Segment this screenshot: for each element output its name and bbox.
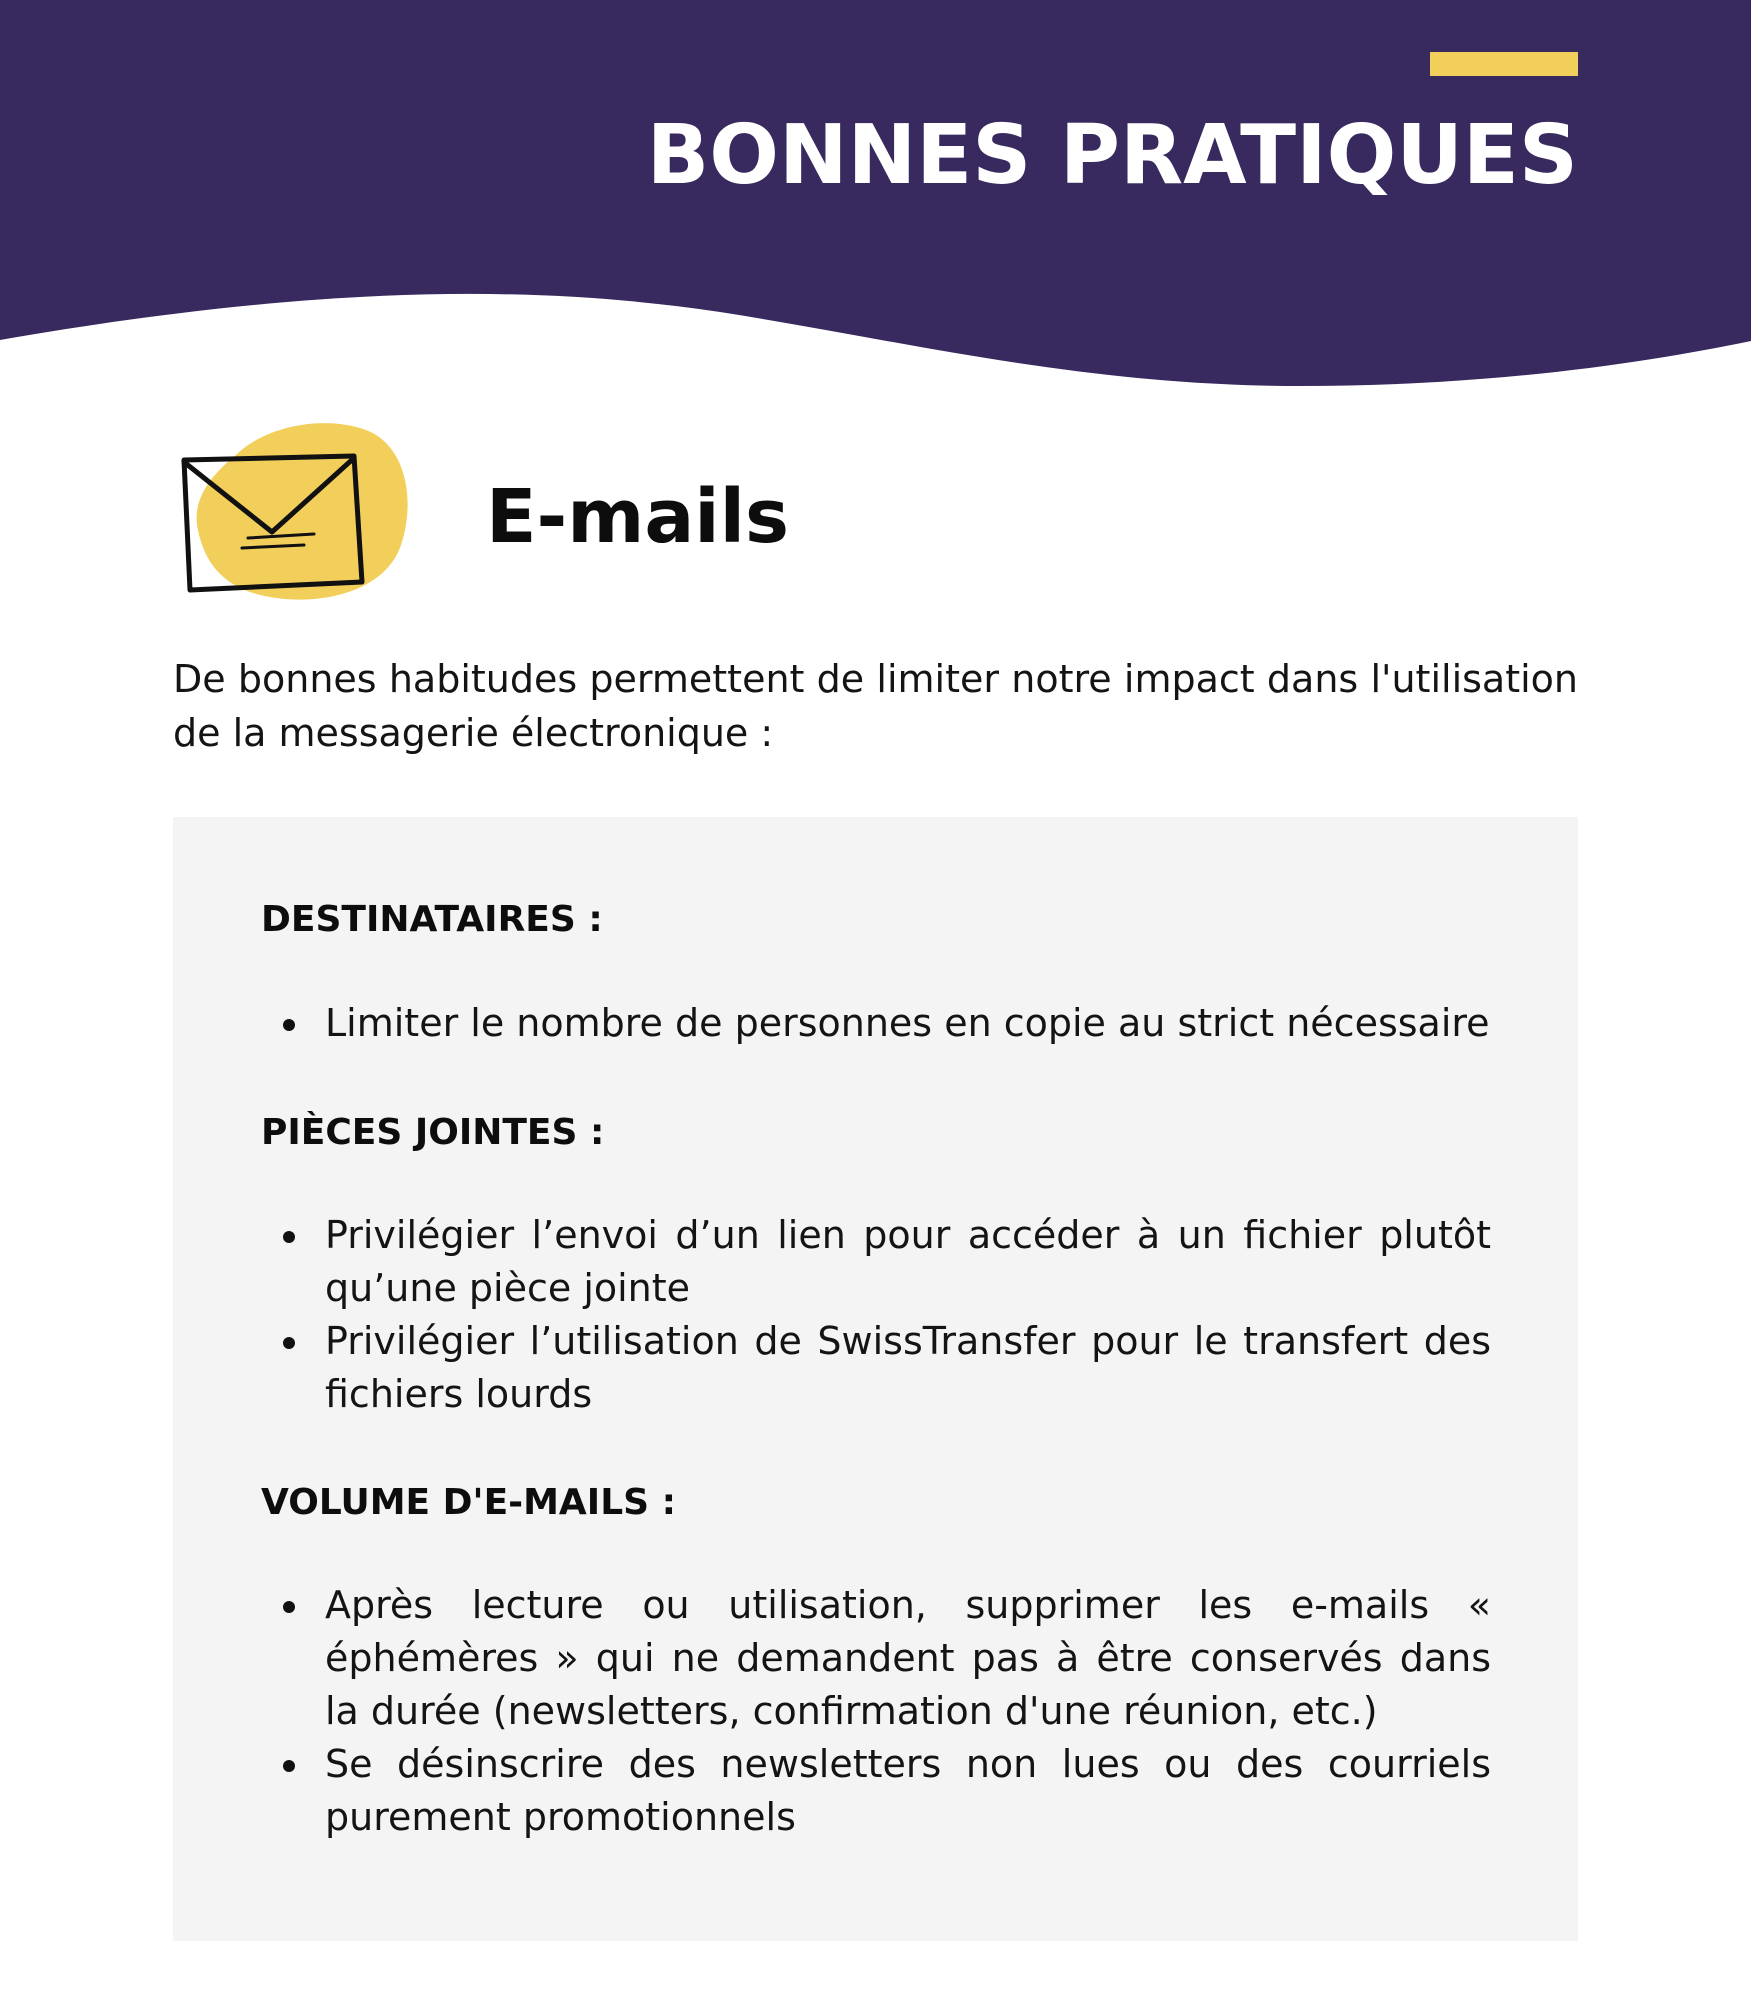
list-item-text: Se désinscrire des newsletters non lues ou des courriels purement promotionnels	[325, 1742, 1491, 1839]
group-heading-destinataires: DESTINATAIRES :	[261, 899, 603, 940]
list-item	[261, 997, 1491, 1050]
header-title: BONNES PRATIQUES	[646, 108, 1578, 203]
header-accent-bar	[1430, 52, 1578, 76]
list-pieces-jointes	[261, 1209, 1491, 1421]
group-heading-volume: VOLUME D'E-MAILS :	[261, 1482, 676, 1523]
bullet-icon	[283, 1337, 295, 1349]
bullet-icon	[283, 1019, 295, 1031]
practices-box	[173, 817, 1578, 1941]
intro-paragraph: De bonnes habitudes permettent de limiter notre impact dans l'utilisation de la messagerie électronique :	[173, 657, 1578, 755]
list-item	[261, 1315, 1491, 1421]
list-volume	[261, 1579, 1491, 1844]
list-item-text: Limiter le nombre de personnes en copie au strict nécessaire	[325, 1001, 1490, 1045]
header-banner	[0, 0, 1751, 400]
list-destinataires	[261, 997, 1491, 1050]
list-item-text: Privilégier l’utilisation de SwissTransfer pour le transfert des fichiers lourds	[325, 1319, 1491, 1416]
list-item-text: Privilégier l’envoi d’un lien pour accéder à un fichier plutôt qu’une pièce jointe	[325, 1213, 1491, 1310]
bullet-icon	[283, 1231, 295, 1243]
list-item-text: Après lecture ou utilisation, supprimer les e-mails « éphémères » qui ne demandent pas à être conservés dans la durée (newsletters, confirmation d'une réunion, etc.)	[325, 1583, 1491, 1733]
envelope-icon	[176, 420, 416, 610]
list-item	[261, 1209, 1491, 1315]
list-item	[261, 1738, 1491, 1844]
section-title: E-mails	[486, 474, 790, 560]
bullet-icon	[283, 1760, 295, 1772]
list-item	[261, 1579, 1491, 1738]
group-heading-pieces-jointes: PIÈCES JOINTES :	[261, 1112, 605, 1153]
bullet-icon	[283, 1601, 295, 1613]
